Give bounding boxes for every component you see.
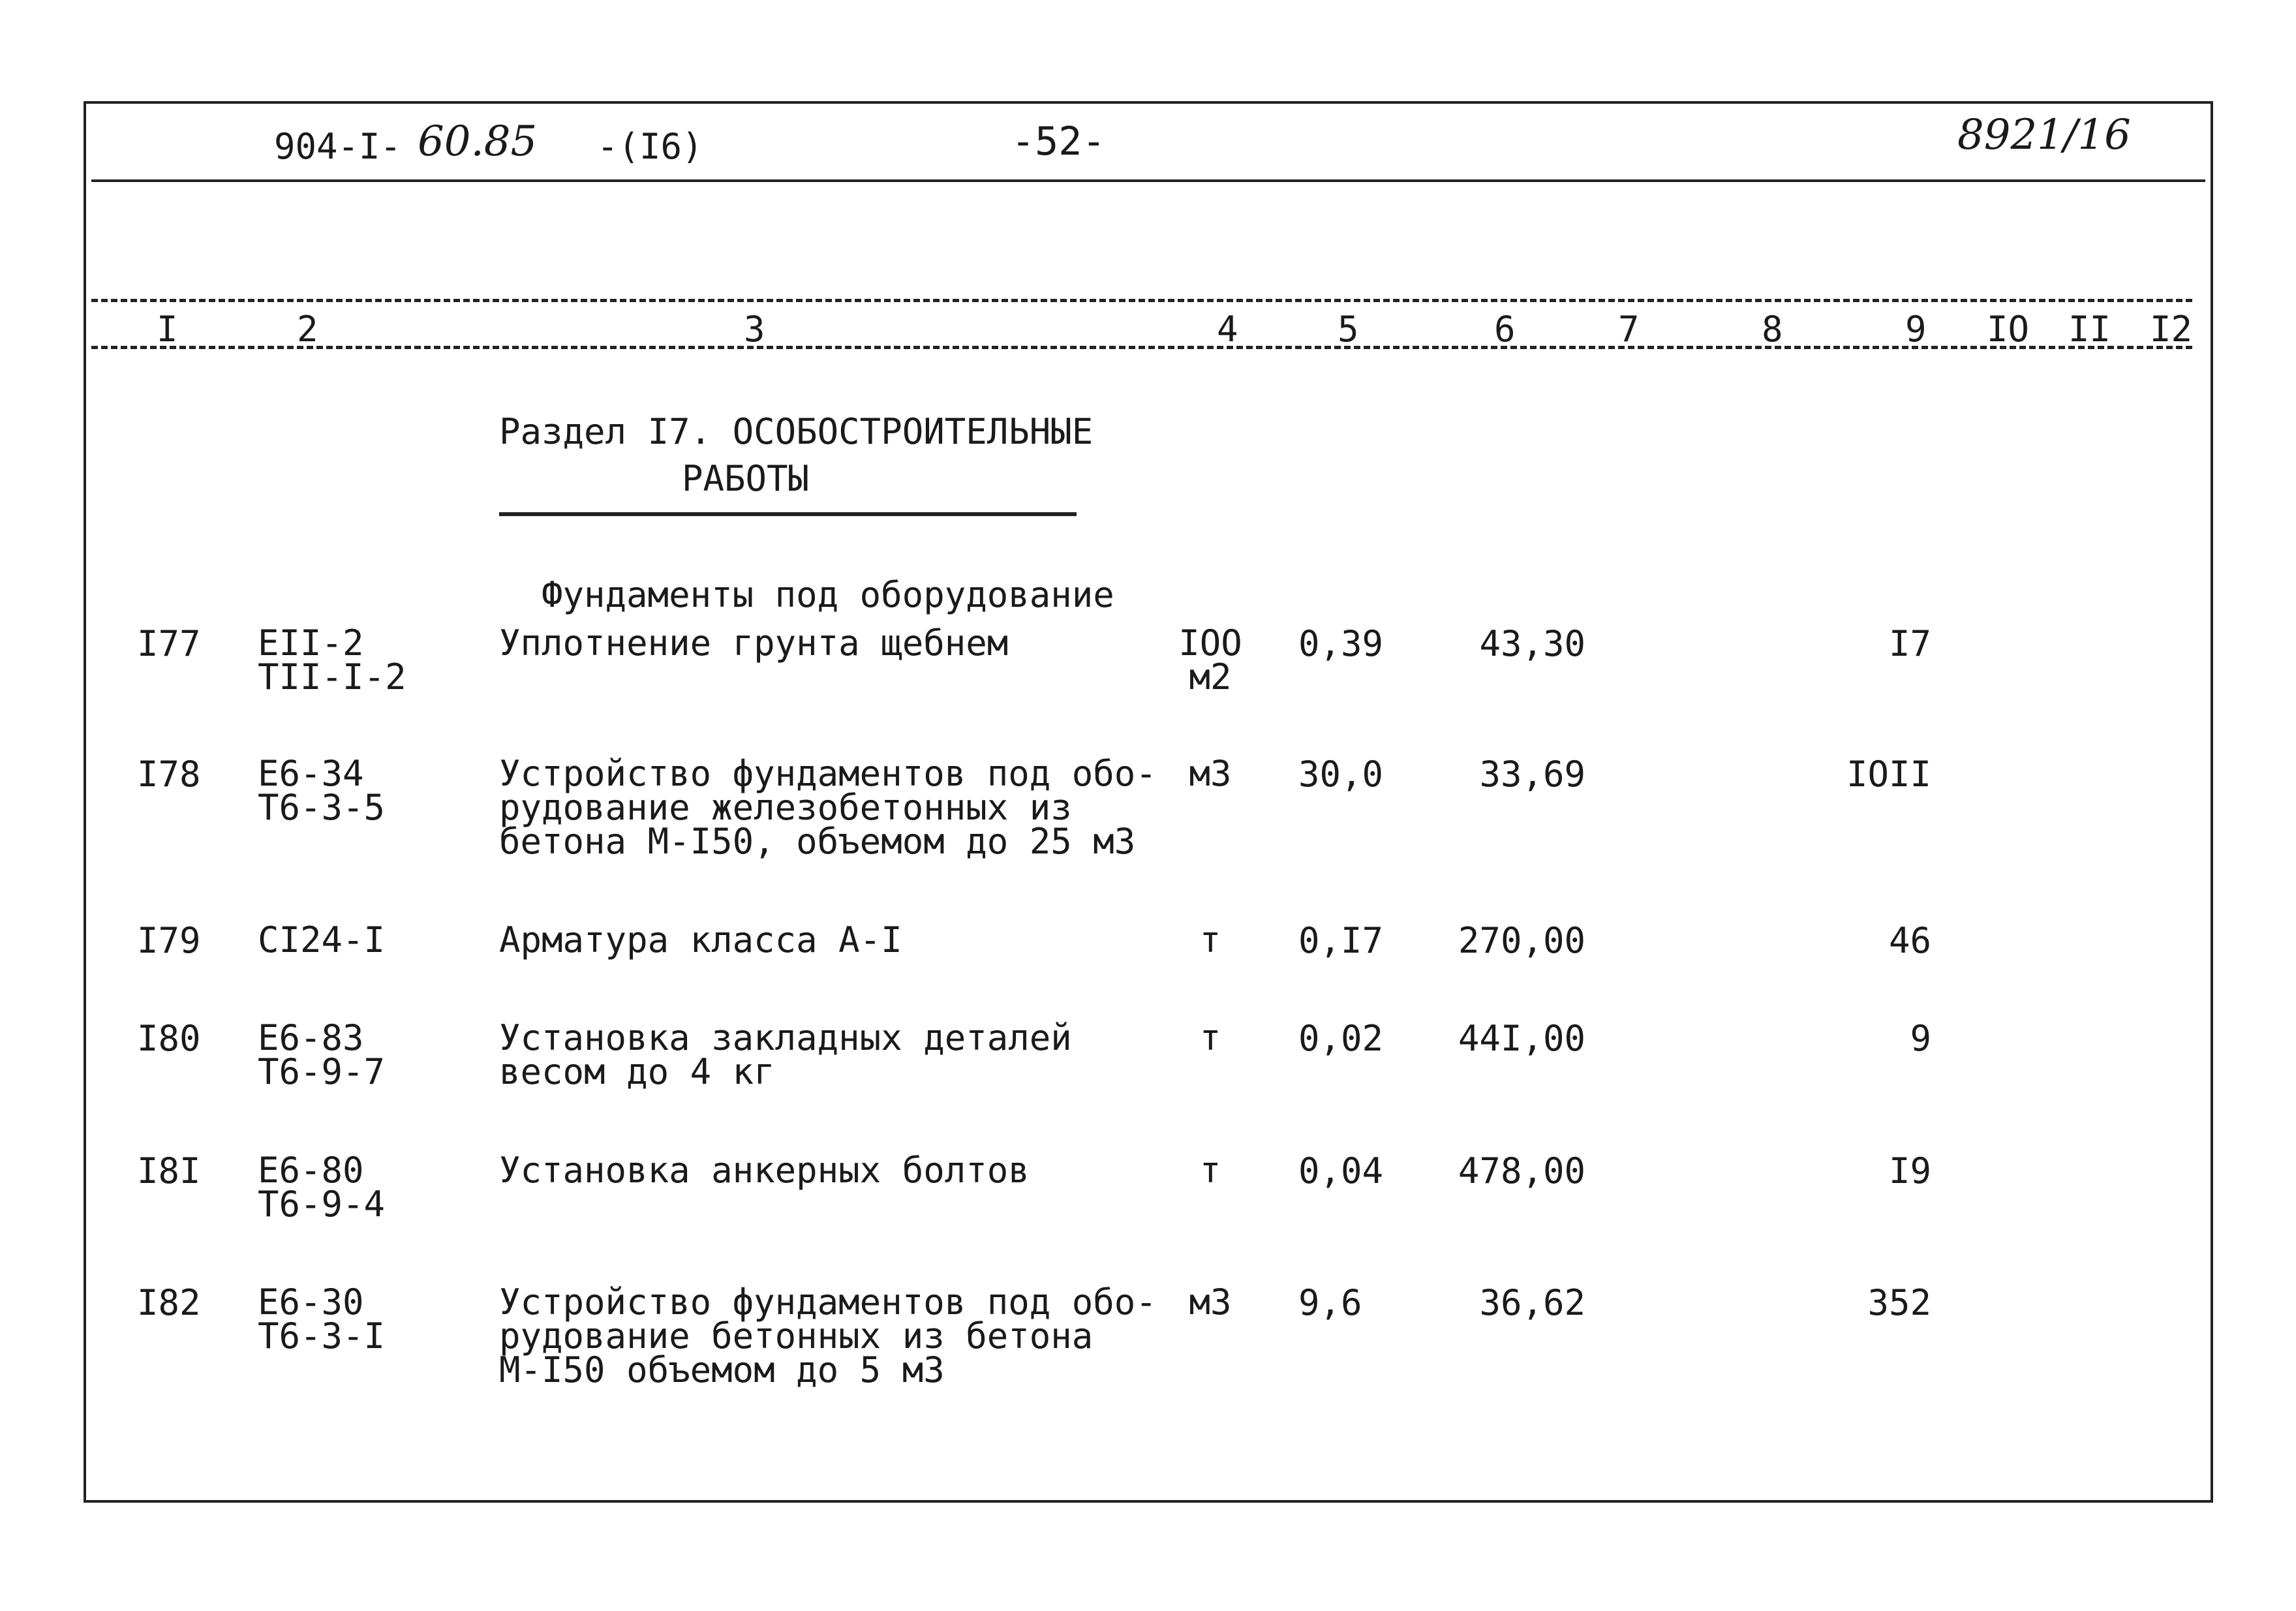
- row-unit: IOO м2: [1178, 622, 1242, 698]
- col-head-2: 2: [297, 309, 318, 350]
- row-number: I78: [137, 754, 201, 795]
- row-number: I8I: [137, 1150, 201, 1191]
- row-quantity: 0,02: [1298, 1018, 1384, 1059]
- column-band-bottom: [91, 346, 2192, 349]
- row-quantity: 0,39: [1298, 623, 1384, 664]
- row-code: E6-34 T6-3-5: [258, 753, 386, 828]
- row-number: I80: [137, 1018, 201, 1059]
- row-unit: м3: [1189, 753, 1232, 794]
- col-head-3: 3: [744, 309, 765, 350]
- row-number: I77: [137, 623, 201, 664]
- row-code: CI24-I: [258, 919, 386, 960]
- row-price: 36,62: [1479, 1282, 1585, 1323]
- row-total: 9: [1910, 1018, 1931, 1059]
- row-unit: т: [1199, 1150, 1221, 1191]
- col-head-6: 6: [1494, 309, 1516, 350]
- row-code: E6-80 T6-9-4: [258, 1150, 386, 1225]
- col-head-5: 5: [1338, 309, 1359, 350]
- row-description: Арматура класса А-I: [499, 919, 902, 960]
- col-head-1: I: [157, 309, 178, 350]
- row-quantity: 30,0: [1298, 754, 1384, 795]
- section-title-line1: Раздел I7. ОСОБОСТРОИТЕЛЬНЫЕ: [499, 411, 1094, 452]
- archive-number: 8921/16: [1957, 111, 2131, 159]
- col-head-8: 8: [1762, 309, 1783, 350]
- row-total: 46: [1888, 920, 1931, 961]
- section-title-underline: [499, 512, 1077, 516]
- row-description: Установка анкерных болтов: [499, 1150, 1030, 1191]
- col-head-4: 4: [1217, 309, 1238, 350]
- row-total: I9: [1888, 1150, 1931, 1191]
- row-code: E6-83 T6-9-7: [258, 1017, 386, 1092]
- col-head-11: II: [2068, 309, 2111, 350]
- col-head-7: 7: [1618, 309, 1640, 350]
- row-number: I79: [137, 920, 201, 961]
- column-band-top: [91, 299, 2192, 302]
- row-total: I7: [1888, 623, 1931, 664]
- row-code: EII-2 TII-I-2: [258, 622, 406, 698]
- row-unit: т: [1199, 1017, 1221, 1058]
- row-description: Уплотнение грунта щебнем: [499, 622, 1009, 664]
- row-description: Установка закладных деталей весом до 4 кг: [499, 1017, 1072, 1092]
- doc-code-suffix: -(I6): [597, 126, 703, 167]
- section-title-line2: РАБОТЫ: [682, 458, 810, 499]
- row-price: 33,69: [1479, 754, 1585, 795]
- row-description: Устройство фундаментов под обо- рудование бетонных из бетона М-I50 объемом до 5 м3: [499, 1281, 1157, 1390]
- row-price: 43,30: [1479, 623, 1585, 664]
- doc-code-prefix: 904-I-: [274, 126, 402, 167]
- row-description: Устройство фундаментов под обо- рудование железобетонных из бетона М-I50, объемом до 25 м3: [499, 753, 1157, 862]
- row-quantity: 0,04: [1298, 1150, 1384, 1191]
- section-subtitle: Фундаменты под оборудование: [542, 574, 1114, 615]
- row-price: 44I,00: [1458, 1018, 1585, 1059]
- row-number: I82: [137, 1282, 201, 1323]
- row-total: IOII: [1846, 754, 1931, 795]
- row-code: E6-30 T6-3-I: [258, 1281, 386, 1357]
- page-number: -52-: [1011, 119, 1106, 164]
- row-quantity: 9,6: [1298, 1282, 1362, 1323]
- row-total: 352: [1867, 1282, 1931, 1323]
- col-head-12: I2: [2150, 309, 2193, 350]
- doc-code-handwritten: 60.85: [418, 117, 538, 166]
- row-price: 478,00: [1458, 1150, 1585, 1191]
- row-unit: м3: [1189, 1281, 1232, 1323]
- row-unit: т: [1199, 919, 1221, 960]
- col-head-9: 9: [1905, 309, 1927, 350]
- row-price: 270,00: [1458, 920, 1585, 961]
- col-head-10: IO: [1987, 309, 2030, 350]
- header-rule: [91, 179, 2205, 182]
- row-quantity: 0,I7: [1298, 920, 1384, 961]
